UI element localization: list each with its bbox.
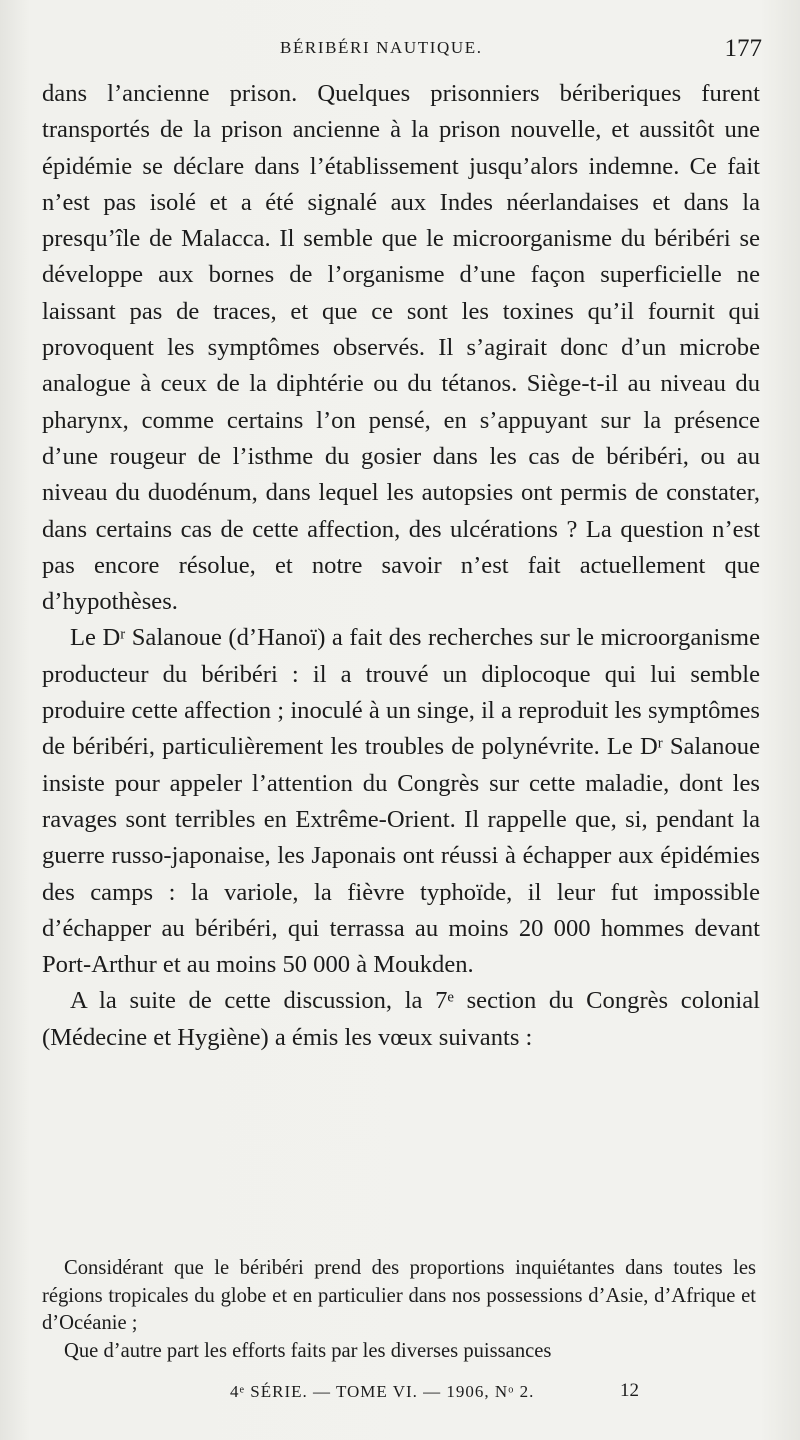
series-number: 4 [230,1382,240,1401]
paragraph-2-lead: Le D [70,624,121,652]
issue-text: 2. [514,1382,535,1401]
paragraph-3-part-b: section du Congrès colonial (Médecine et Hygiène) a émis les vœux suivants : [42,987,760,1051]
quote-paragraph-1: Considérant que le béribéri prend des proportions inquiétantes dans toutes les régions tropicales du globe et en particulier dans nos possessions d’Asie, d’Afrique et d’Océanie ; [42,1257,756,1334]
doctor-abbrev-superscript: r [120,626,126,643]
doctor-abbrev-superscript-2: r [657,735,663,752]
running-head: BÉRIBÉRI NAUTIQUE. [280,38,483,57]
page-number: 177 [724,35,762,62]
paragraph-2-part-b: Salanoue insiste pour appeler l’attention du Congrès sur cette maladie, dont les ravages sont terribles en Extrême-Orient. Il rappelle que, si, pendant la guerre russo-japonaise, les Japonais ont réussi à échapper aux épidémies des camps : la variole, la fièvre typhoïde, il leur fut impossible d’échapper au béribéri, qui terrassa au moins 20 000 hommes devant Port-Arthur et au moins 50 000 à Moukden. [42,733,760,979]
paragraph-2-part-a: Salanoue (d’Hanoï) a fait des recherches sur le microorganisme producteur du béribéri : il a trouvé un diplocoque qui lui semble produire cette affection ; inoculé à un singe, il a reproduit les symptômes de béribéri, particulièrement les troubles de polynévrite. Le D [42,624,760,761]
resolution-quote [42,1255,756,1365]
paragraph-2 [42,620,760,983]
paragraph-3-part-a: A la suite de cette discussion, la 7 [70,987,448,1015]
ordinal-superscript: e [447,989,454,1006]
series-line [230,1382,534,1402]
page-footer [0,1382,800,1412]
issue-superscript: o [508,1384,515,1396]
printer-signature: 12 [620,1380,639,1401]
paragraph-3 [42,983,760,1056]
paragraph-1: dans l’ancienne prison. Quelques prisonniers bériberiques furent transportés de la prison ancienne à la prison nouvelle, et aussitôt une épidémie se déclare dans l’établissement jusqu’alors indemne. Ce fait n’est pas isolé et a été signalé aux Indes néerlandaises et dans la presqu’île de Malacca. Il semble que le microorganisme du béribéri se développe aux bornes de l’organisme d’une façon superficielle ne laissant pas de traces, et que ce sont les toxines qu’il fournit qui provoquent les symptômes observés. Il s’agirait donc d’un microbe analogue à ceux de la diphtérie ou du tétanos. Siège-t-il au niveau du pharynx, comme certains l’on pensé, en s’appuyant sur la présence d’une rougeur de l’isthme du gosier dans les cas de béribéri, ou au niveau du duodénum, dans lequel les autopsies ont permis de constater, dans certains cas de cette affection, des ulcérations ? La question n’est pas encore résolue, et notre savoir n’est fait actuellement que d’hypothèses. [42,80,760,616]
series-superscript: e [239,1384,246,1396]
body-text [42,76,760,1056]
series-text: SÉRIE. — TOME VI. — 1906, N [245,1382,509,1401]
quote-paragraph-2: Que d’autre part les efforts faits par les diverses puissances [64,1339,552,1362]
page-header [0,35,800,68]
